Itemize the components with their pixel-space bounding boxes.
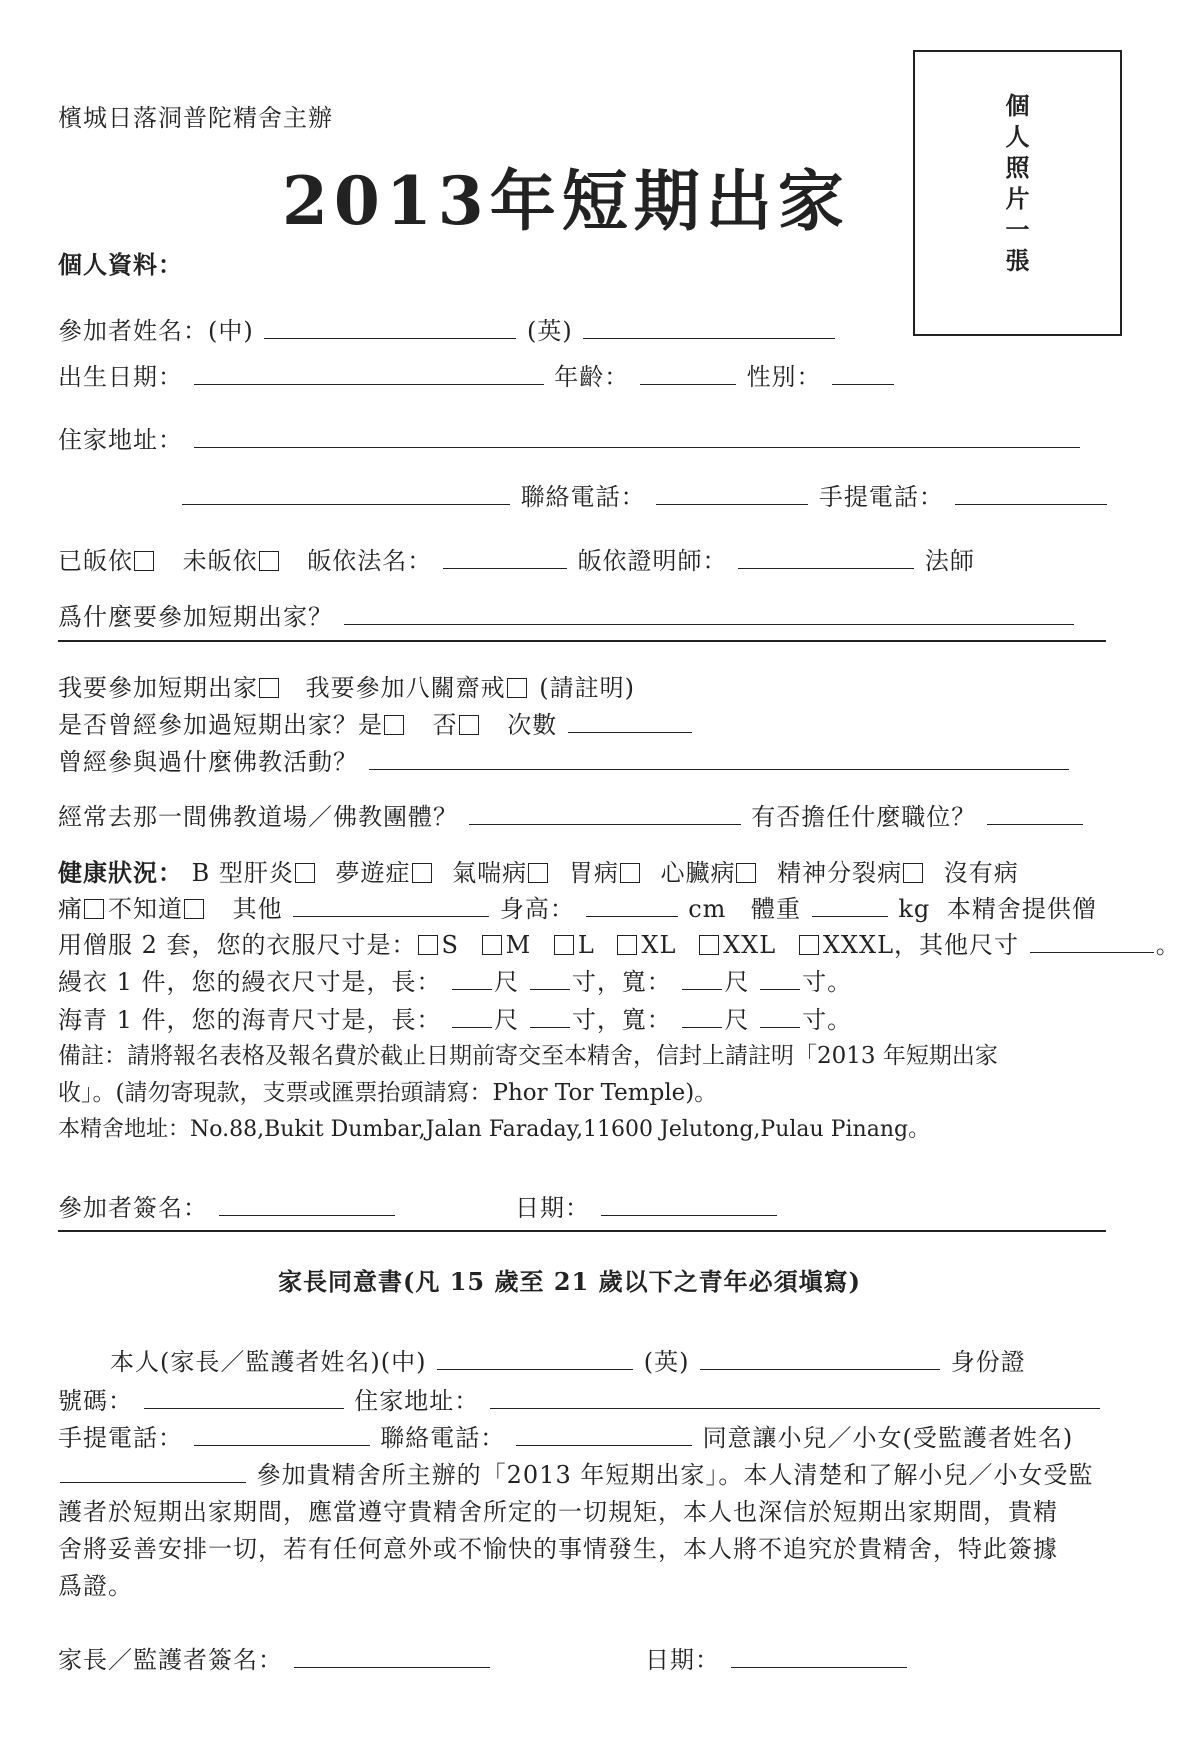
frequent-row	[58, 797, 1085, 832]
activities-field[interactable]	[369, 747, 1069, 770]
mobile-field[interactable]	[955, 482, 1107, 505]
address-row	[58, 420, 1082, 455]
birth-row	[58, 357, 896, 392]
size-m: M	[505, 931, 532, 959]
address-field-2[interactable]	[182, 482, 510, 505]
consent-line-2	[58, 1381, 1102, 1416]
weight-field[interactable]	[812, 894, 888, 917]
name-zh-field[interactable]	[264, 316, 516, 339]
id-label: 身份證	[950, 1348, 1026, 1376]
age-label: 年齡：	[554, 363, 630, 391]
name-en-label: (英)	[527, 317, 573, 345]
size-l-checkbox[interactable]	[554, 935, 574, 955]
width-label: ，寬：	[596, 1006, 672, 1034]
refuge-name-label: 皈依法名：	[307, 547, 433, 575]
not-refuge-checkbox[interactable]	[259, 551, 279, 571]
size-period: 。	[1155, 931, 1181, 959]
consent-title: 家長同意書(凡 15 歲至 21 歲以下之青年必須塡寫)	[278, 1267, 861, 1296]
please-specify: (請註明)	[539, 674, 636, 702]
size-l: L	[577, 931, 595, 959]
haiqing-row	[58, 1000, 852, 1035]
consent-line-7: 爲證。	[58, 1572, 133, 1600]
photo-box[interactable]	[913, 50, 1122, 336]
photo-label: 個 人 照 片 一 張	[1005, 91, 1030, 275]
size-m-checkbox[interactable]	[482, 935, 502, 955]
hepb-checkbox[interactable]	[295, 863, 315, 883]
refuge-checkbox[interactable]	[134, 551, 154, 571]
provide-text: 本精舍提供僧	[946, 895, 1097, 923]
ward-name-field[interactable]	[60, 1460, 246, 1483]
robe-width-cun[interactable]	[760, 967, 800, 990]
health-option-asthma: 氣喘病	[452, 859, 528, 887]
size-xl-checkbox[interactable]	[617, 935, 637, 955]
guardian-mobile-label: 手提電話：	[58, 1424, 183, 1452]
robe-label: 縵衣 1 件，您的縵衣尺寸是，長：	[58, 968, 442, 996]
sleepwalk-checkbox[interactable]	[412, 863, 432, 883]
unknown-checkbox[interactable]	[184, 899, 204, 919]
guardian-address-field[interactable]	[490, 1386, 1100, 1409]
birth-label: 出生日期：	[58, 363, 183, 391]
master-suffix: 法師	[924, 547, 975, 575]
size-xxl-checkbox[interactable]	[699, 935, 719, 955]
schizo-checkbox[interactable]	[903, 863, 923, 883]
consent-line-6: 舍將妥善安排一切，若有任何意外或不愉快的事情發生，本人將不追究於貴精舍，特此簽據	[58, 1535, 1058, 1563]
divider-2	[58, 1230, 1106, 1232]
size-xxxl: XXXL	[822, 931, 895, 959]
not-refuge-label: 未皈依	[182, 547, 258, 575]
join-precepts-checkbox[interactable]	[507, 678, 527, 698]
size-xl: XL	[641, 931, 677, 959]
heart-checkbox[interactable]	[736, 863, 756, 883]
guardian-date-field[interactable]	[731, 1645, 907, 1668]
phone-row	[180, 477, 1109, 512]
other-field[interactable]	[293, 894, 489, 917]
health-option-hepb: B 型肝炎	[191, 859, 294, 887]
stomach-checkbox[interactable]	[620, 863, 640, 883]
divider-1	[58, 640, 1106, 642]
guardian-name-zh-field[interactable]	[437, 1347, 633, 1370]
health-option-heart: 心臟病	[660, 859, 736, 887]
guardian-date-row	[645, 1640, 909, 1675]
robe-width-chi[interactable]	[682, 967, 722, 990]
guardian-contact-field[interactable]	[516, 1423, 692, 1446]
refuge-label: 已皈依	[58, 547, 133, 575]
size-s-checkbox[interactable]	[418, 935, 438, 955]
id-number-label: 號碼：	[58, 1387, 133, 1415]
name-zh-label: 參加者姓名：(中)	[58, 317, 254, 345]
size-row	[58, 925, 1181, 960]
join-ordination-checkbox[interactable]	[259, 678, 279, 698]
consent-line-4	[58, 1455, 1093, 1490]
refuge-row	[58, 541, 975, 576]
name-en-field[interactable]	[583, 316, 835, 339]
birth-field[interactable]	[194, 362, 544, 385]
robe-length-chi[interactable]	[452, 967, 492, 990]
guardian-name-en-label: (英)	[643, 1348, 690, 1376]
attended-no-checkbox[interactable]	[459, 715, 479, 735]
health-label: 健康狀況：	[58, 858, 183, 887]
guardian-name-en-field[interactable]	[700, 1347, 940, 1370]
chi-label: 尺	[494, 1006, 520, 1034]
position-field[interactable]	[987, 802, 1083, 825]
guardian-sign-row	[58, 1640, 492, 1675]
weight-label: 體重	[751, 895, 802, 923]
form-title: 2013年短期出家	[282, 162, 850, 240]
health-option-schizo: 精神分裂病	[777, 859, 903, 887]
refuge-master-label: 皈依證明師：	[577, 547, 728, 575]
why-label: 爲什麼要參加短期出家？	[58, 603, 333, 631]
join-precepts-label: 我要參加八關齋戒	[305, 674, 506, 702]
position-label: 有否擔任什麼職位？	[751, 803, 977, 831]
haiqing-width-chi[interactable]	[682, 1005, 722, 1028]
health-row-1	[58, 853, 1019, 888]
health-option-stomach: 胃病	[568, 859, 619, 887]
unknown-label: 不知道	[108, 895, 183, 923]
frequent-field[interactable]	[469, 802, 741, 825]
frequent-label: 經常去那一間佛教道場／佛教團體？	[58, 803, 458, 831]
health-option-none: 沒有病	[943, 859, 1019, 887]
consent-line-3	[58, 1418, 1073, 1453]
health-option-sleepwalk: 夢遊症	[335, 859, 411, 887]
id-number-field[interactable]	[144, 1386, 344, 1409]
address-field-1[interactable]	[194, 425, 1080, 448]
participant-date-row	[515, 1188, 779, 1223]
height-label: 身高：	[499, 895, 575, 923]
participant-sign-field[interactable]	[219, 1193, 395, 1216]
section-personal: 個人資料：	[58, 250, 183, 279]
other-size-field[interactable]	[1030, 930, 1154, 953]
asthma-checkbox[interactable]	[528, 863, 548, 883]
chi-label: 尺	[494, 968, 520, 996]
robe-row	[58, 962, 852, 997]
cun-end-label: 寸。	[802, 1006, 853, 1034]
cun-end-label: 寸。	[802, 968, 853, 996]
height-field[interactable]	[586, 894, 678, 917]
participant-sign-label: 參加者簽名：	[58, 1194, 208, 1222]
consent-agree-text: 同意讓小兒／小女(受監護者姓名)	[702, 1424, 1074, 1452]
notes-line-1: 備註：請將報名表格及報名費於截止日期前寄交至本精舍，信封上請註明「2013 年短期出家	[58, 1043, 998, 1069]
chi-label: 尺	[724, 1006, 750, 1034]
contact-phone-field[interactable]	[656, 482, 808, 505]
age-field[interactable]	[640, 362, 736, 385]
guardian-date-label: 日期：	[645, 1646, 720, 1674]
times-label: 次數	[507, 711, 558, 739]
refuge-name-field[interactable]	[443, 546, 567, 569]
haiqing-label: 海青 1 件，您的海青尺寸是，長：	[58, 1006, 442, 1034]
other-size-label: ，其他尺寸	[894, 931, 1020, 959]
attended-label: 是否曾經參加過短期出家？是	[58, 711, 383, 739]
haiqing-length-cun[interactable]	[530, 1005, 570, 1028]
guardian-sign-field[interactable]	[294, 1645, 490, 1668]
gender-field[interactable]	[832, 362, 894, 385]
guardian-address-label: 住家地址：	[354, 1387, 480, 1415]
join-row	[58, 668, 635, 703]
temple-address: 本精舍地址：No.88,Bukit Dumbar,Jalan Faraday,11600 Jelutong,Pulau Pinang。	[58, 1117, 931, 1142]
size-label: 用僧服 2 套，您的衣服尺寸是：	[58, 931, 417, 959]
why-field[interactable]	[344, 602, 1074, 625]
participant-date-field[interactable]	[601, 1193, 777, 1216]
size-s: S	[441, 931, 459, 959]
address-label: 住家地址：	[58, 426, 183, 454]
participant-sign-row	[58, 1188, 397, 1223]
kg-unit: kg	[898, 895, 931, 923]
refuge-master-field[interactable]	[738, 546, 914, 569]
consent-line-1	[110, 1342, 1026, 1377]
participant-date-label: 日期：	[515, 1194, 590, 1222]
gender-label: 性別：	[746, 363, 822, 391]
organizer: 檳城日落洞普陀精舍主辦	[58, 104, 333, 132]
consent-line-5: 護者於短期出家期間，應當遵守貴精舍所定的一切規矩，本人也深信於短期出家期間，貴精	[58, 1498, 1058, 1526]
mobile-label: 手提電話：	[818, 483, 944, 511]
times-field[interactable]	[568, 710, 692, 733]
size-xxxl-checkbox[interactable]	[799, 935, 819, 955]
contact-phone-label: 聯絡電話：	[520, 483, 646, 511]
robe-length-cun[interactable]	[530, 967, 570, 990]
cun-label: 寸	[571, 968, 597, 996]
health-row-2	[58, 889, 1097, 924]
guardian-contact-label: 聯絡電話：	[380, 1424, 506, 1452]
cun-label: 寸	[571, 1006, 597, 1034]
activities-label: 曾經參與過什麼佛教活動？	[58, 748, 358, 776]
why-row	[58, 597, 1076, 632]
name-row	[58, 311, 837, 346]
health-none-suffix: 痛	[58, 895, 83, 923]
attended-no-label: 否	[432, 711, 458, 739]
consent-text-4: 參加貴精舍所主辦的「2013 年短期出家」。本人清楚和了解小兒／小女受監	[256, 1461, 1094, 1489]
haiqing-width-cun[interactable]	[760, 1005, 800, 1028]
none-checkbox[interactable]	[84, 899, 104, 919]
join-ordination-label: 我要參加短期出家	[58, 674, 258, 702]
other-label: 其他	[232, 895, 283, 923]
haiqing-length-chi[interactable]	[452, 1005, 492, 1028]
attended-yes-checkbox[interactable]	[384, 715, 404, 735]
size-xxl: XXL	[723, 931, 777, 959]
guardian-mobile-field[interactable]	[194, 1423, 370, 1446]
guardian-sign-label: 家長／監護者簽名：	[58, 1646, 283, 1674]
width-label: ，寬：	[596, 968, 672, 996]
chi-label: 尺	[724, 968, 750, 996]
guardian-name-label: 本人(家長／監護者姓名)(中)	[110, 1348, 427, 1376]
notes-line-2: 收」。(請勿寄現款，支票或匯票抬頭請寫：Phor Tor Temple)。	[58, 1080, 718, 1106]
activities-row	[58, 742, 1071, 777]
cm-unit: cm	[688, 895, 727, 923]
attended-row	[58, 705, 694, 740]
